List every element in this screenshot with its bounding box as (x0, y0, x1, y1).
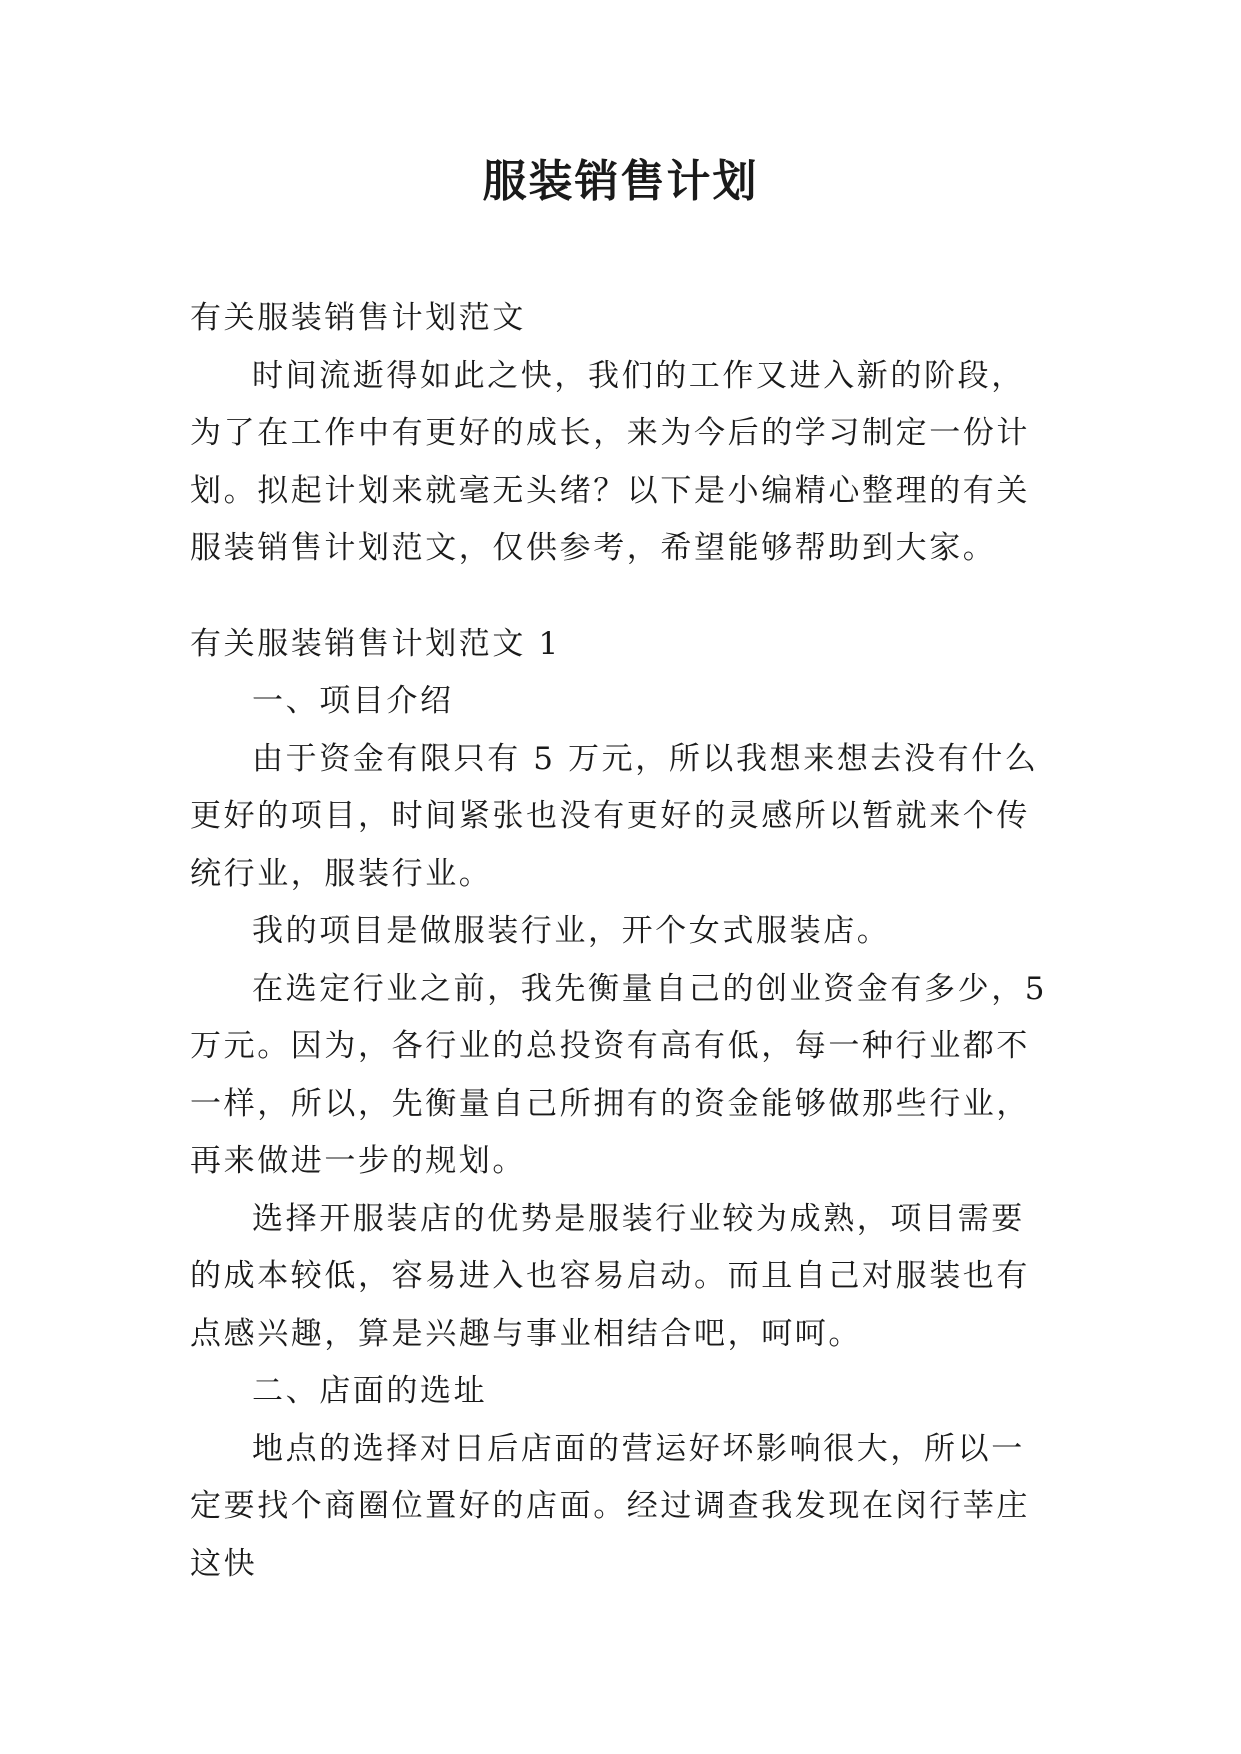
paragraph-section-heading: 有关服装销售计划范文 1 (190, 625, 561, 662)
paragraph-project: 我的项目是做服装行业，开个女式服装店。 (252, 913, 891, 949)
paragraph-subtitle: 有关服装销售计划范文 (190, 300, 526, 336)
paragraph-location: 地点的选择对日后店面的营运好坏影响很大，所以一定要找个商圈位置好的店面。经过调查我发现在闵行莘庄这快 (190, 1430, 1030, 1582)
paragraph-heading-location: 二、店面的选址 (252, 1373, 488, 1409)
document-body (190, 290, 1050, 1593)
paragraph-capital: 在选定行业之前，我先衡量自己的创业资金有多少，5 万元。因为，各行业的总投资有高有低，每一种行业都不一样，所以，先衡量自己所拥有的资金能够做那些行业，再来做进一步的规划。 (190, 970, 1048, 1179)
document-title: 服装销售计划 (482, 156, 759, 207)
paragraph-advantage: 选择开服装店的优势是服装行业较为成熟，项目需要的成本较低，容易进入也容易启动。而且自己对服装也有点感兴趣，算是兴趣与事业相结合吧，呵呵。 (190, 1200, 1030, 1352)
paragraph-funding: 由于资金有限只有 5 万元，所以我想来想去没有什么更好的项目，时间紧张也没有更好的灵感所以暂就来个传统行业，服装行业。 (190, 740, 1039, 892)
paragraph-heading-project: 一、项目介绍 (252, 683, 454, 719)
paragraph-intro: 时间流逝得如此之快，我们的工作又进入新的阶段，为了在工作中有更好的成长，来为今后的学习制定一份计划。拟起计划来就毫无头绪？以下是小编精心整理的有关服装销售计划范文，仅供参考，希望能够帮助到大家。 (190, 357, 1030, 566)
